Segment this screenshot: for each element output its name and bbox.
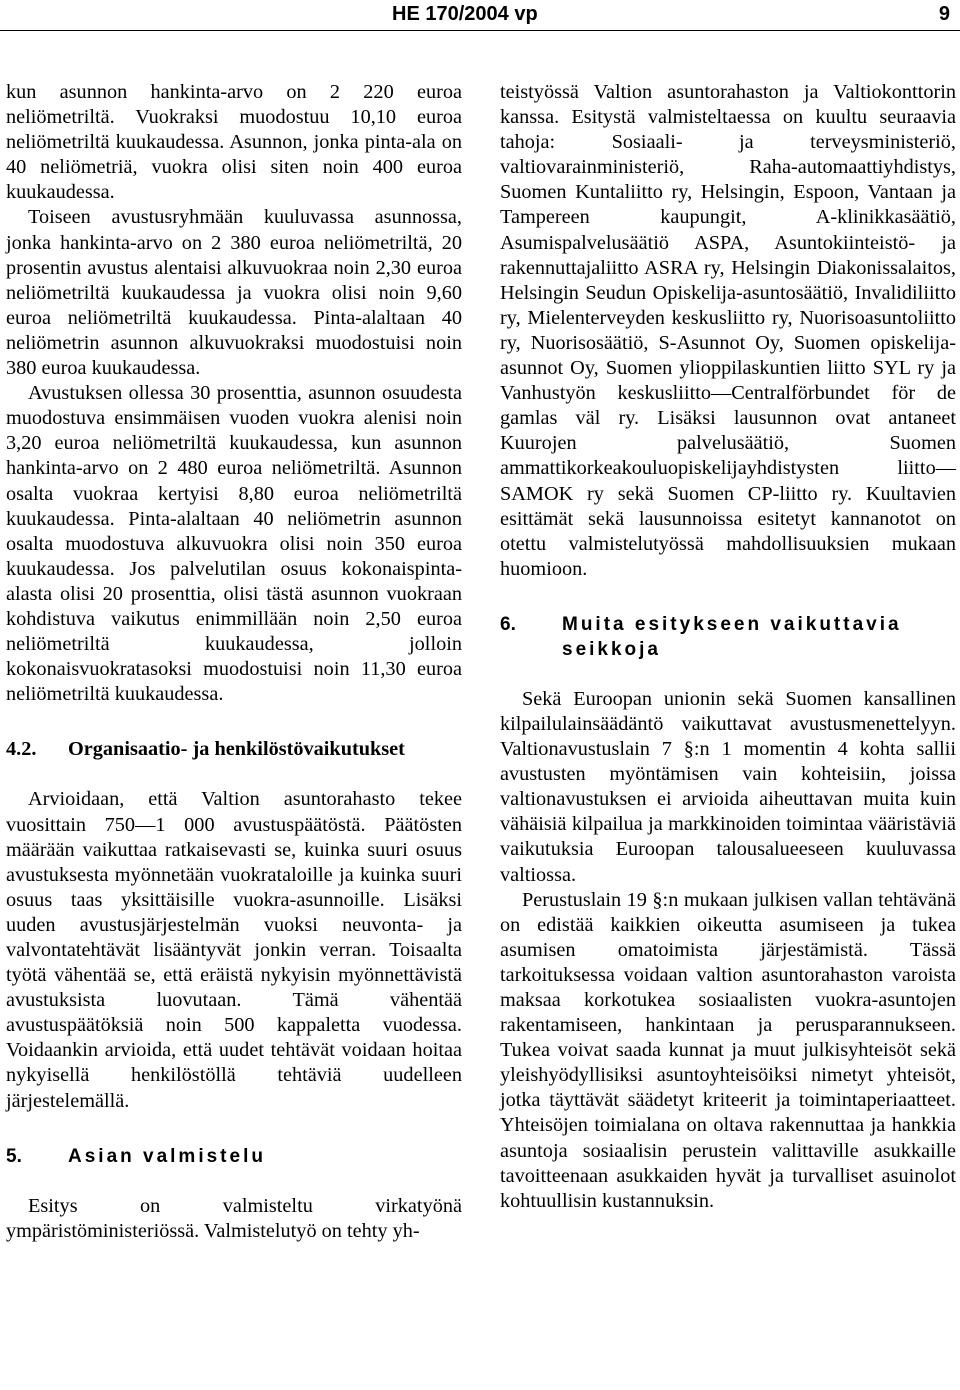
header-rule: [0, 30, 960, 31]
page-number: 9: [938, 3, 950, 25]
section-number: 4.2.: [6, 738, 37, 761]
paragraph: teistyössä Valtion asuntorahaston ja Valtiokonttorin kanssa. Esitystä valmisteltaessa on kuultu seuraavia tahoja: Sosiaali- ja terveysministeriö, valtiovarainministeriö, Raha-automaattiyhdistys, Suomen Kuntaliitto ry, Helsingin, Espoon, Vantaan ja Tampereen kaupungit, A-klinikkasäätiö, Asumispalvelusäätiö ASPA, Asuntokiinteistö- ja rakennuttajaliitto ASRA ry, Helsingin Diakonissalaitos, Helsingin Seudun Opiskelija-asuntosäätiö, Invalidiliitto ry, Mielenterveyden keskusliitto ry, Nuorisoasuntoliitto ry, Nuorisosäätiö, S-Asunnot Oy, Suomen opiskelija-asunnot Oy, Suomen ylioppilaskuntien liitto SYL ry ja Vanhustyön keskusliitto—Centralförbundet för de gamlas väl ry. Lisäksi lausunnon ovat antaneet Kuurojen palvelusäätiö, Suomen ammattikorkeakouluopiskelijayhdistysten liitto—SAMOK ry sekä Suomen CP-liitto ry. Kuultavien esittämät sekä lausunnoissa esitetyt kannanotot on otettu valmistelutyössä mahdollisuuksien mukaan huomioon.: [500, 81, 956, 580]
section-number: 6.: [500, 613, 516, 635]
paragraph: Avustuksen ollessa 30 prosenttia, asunnon osuudesta muodostuva ensimmäisen vuoden vuokra alenisi noin 3,20 euroa neliömetriltä kuukaudessa, kun asunnon hankinta-arvo on 2 480 euroa neliömetriltä. Asunnon osalta vuokraa kertyisi 8,80 euroa neliömetriltä kuukaudessa. Pinta-alaltaan 40 neliömetrin asunnon osalta muodostuva alkuvuokra olisi noin 350 euroa kuukaudessa. Jos palvelutilan osuus kokonaispinta-alasta olisi 20 prosenttia, olisi tästä asunnon vuokraan kohdistuva vaikutus enimmillään noin 2,50 euroa neliömetriltä kuukaudessa, jolloin kokonaisvuokratasoksi muodostuisi noin 11,30 euroa neliömetriltä kuukaudessa.: [6, 382, 462, 706]
document-reference: HE 170/2004 vp: [392, 3, 538, 25]
right-column: [500, 80, 956, 1214]
section-title: Organisaatio- ja henkilöstövaikutukset: [68, 738, 405, 761]
left-column: [6, 80, 462, 1244]
paragraph: Arvioidaan, että Valtion asuntorahasto tekee vuosittain 750—1 000 avustuspäätöstä. Päätösten määrään vaikuttaa ratkaisevasti se, kuinka suuri osuus avustuksesta myönnetään vuokrataloille ja kuinka suuri osuus taas yksittäisille vuokra-asunnoille. Lisäksi uuden avustusjärjestelmän vuoksi neuvonta- ja valvontatehtävät lisääntyvät jonkin verran. Toisaalta työtä vähentää se, että eräistä nykyisin myönnettävistä avustuksista luovutaan. Tämä vähentää avustuspäätöksiä noin 500 kappaletta vuodessa. Voidaankin arvioida, että uudet tehtävät voidaan hoitaa nykyisellä henkilöstöllä tehtäviä uudelleen järjestelemällä.: [6, 788, 462, 1112]
section-number: 5.: [6, 1145, 22, 1167]
paragraph: Toiseen avustusryhmään kuuluvassa asunnossa, jonka hankinta-arvo on 2 380 euroa neliömetriltä, 20 prosentin avustus alentaisi alkuvuokraa noin 2,30 euroa neliömetriltä kuukaudessa ja vuokra olisi noin 9,60 euroa neliömetriltä kuukaudessa. Pinta-alaltaan 40 neliömetrin asunnon alkuvuokraksi muodostuisi noin 380 euroa kuukaudessa.: [6, 206, 462, 380]
paragraph: Esitys on valmisteltu virkatyönä ympäristöministeriössä. Valmistelutyö on tehty yh-: [6, 1194, 462, 1242]
paragraph: Perustuslain 19 §:n mukaan julkisen vallan tehtävänä on edistää kaikkien oikeutta asumiseen ja tukea asumisen omatoimista järjestämistä. Tässä tarkoituksessa voidaan valtion asuntorahaston varoista maksaa korkotukea sosiaalisten vuokra-asuntojen rakentamiseen, hankintaan ja perusparannukseen. Tukea voivat saada kunnat ja muut julkisyhteisöt sekä yleishyödyllisiksi asuntoyhteisöiksi nimetyt yhteisöt, jotka täyttävät säädetyt kriteerit ja toimintaperiaatteet. Yhteisöjen toimialana on oltava rakennuttaa ja hankkia asuntoja sosiaalisin perustein valittaville asukkaille tavoitteenaan asukkaiden hyvät ja turvalliset asuinolot kohtuullisin kustannuksin.: [500, 888, 956, 1212]
paragraph: Sekä Euroopan unionin sekä Suomen kansallinen kilpailulainsäädäntö vaikuttavat avustusmenettelyyn. Valtionavustuslain 7 §:n 1 momentin 4 kohta sallii avustusten myöntämisen vain kohteisiin, joissa valtionavustuksen ei arvioida aiheuttavan muita kuin vähäisiä kilpailua ja markkinoiden toimintaa vääristäviä vaikutuksia Euroopan talousalueeseen kuuluvassa valtiossa.: [500, 687, 956, 886]
section-heading-4-2: [6, 737, 462, 762]
section-title: Asian valmistelu: [68, 1145, 266, 1167]
paragraph: kun asunnon hankinta-arvo on 2 220 euroa neliömetriltä. Vuokraksi muodostuu 10,10 euroa neliömetriltä kuukaudessa. Asunnon, jonka pinta-ala on 40 neliömetriä, vuokra olisi siten noin 400 euroa kuukaudessa.: [6, 81, 462, 204]
section-title: Muita esitykseen vaikuttavia seikkoja: [562, 613, 902, 660]
section-heading-6: [500, 612, 956, 662]
section-heading-5: [6, 1144, 462, 1169]
page-header: [0, 0, 960, 30]
